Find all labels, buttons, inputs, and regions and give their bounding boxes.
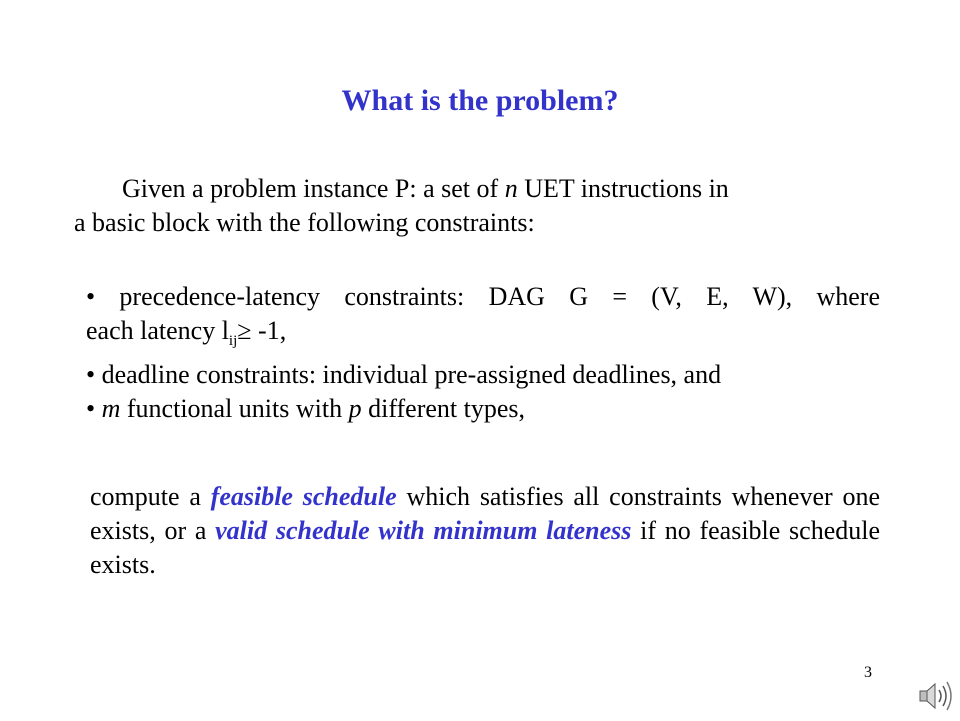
- constraint-list: [86, 280, 880, 426]
- latency-subscript: ij: [228, 333, 238, 349]
- speaker-icon[interactable]: [916, 676, 956, 716]
- intro-line-2: a basic block with the following constraints:: [74, 208, 535, 237]
- feasible-schedule-highlight: feasible schedule: [210, 482, 397, 511]
- bullet-precedence: • precedence-latency constraints: DAG G = (V, E, W), where: [86, 282, 880, 311]
- intro-line-1: Given a problem instance P: a set of n UET instructions in: [122, 174, 729, 203]
- intro-paragraph: [74, 172, 880, 240]
- bullet-deadline: • deadline constraints: individual pre-assigned deadlines, and: [86, 360, 722, 389]
- variable-n: n: [504, 174, 518, 203]
- slide-title: What is the problem?: [341, 84, 619, 117]
- conclusion-text: compute a feasible schedule which satisfies all constraints whenever one exists, or a valid schedule with minimum lateness if no feasible schedule exists.: [90, 482, 881, 579]
- conclusion-paragraph: [74, 480, 880, 582]
- variable-p: p: [348, 394, 362, 423]
- bullet-precedence-cont: each latency $l_{ij}\ge -1$,: [86, 316, 287, 349]
- page-number: 3: [864, 664, 872, 681]
- bullet-functional-units: • m functional units with p different types,: [86, 394, 526, 423]
- valid-schedule-highlight: valid schedule with minimum lateness: [215, 516, 632, 545]
- variable-m: m: [101, 394, 121, 423]
